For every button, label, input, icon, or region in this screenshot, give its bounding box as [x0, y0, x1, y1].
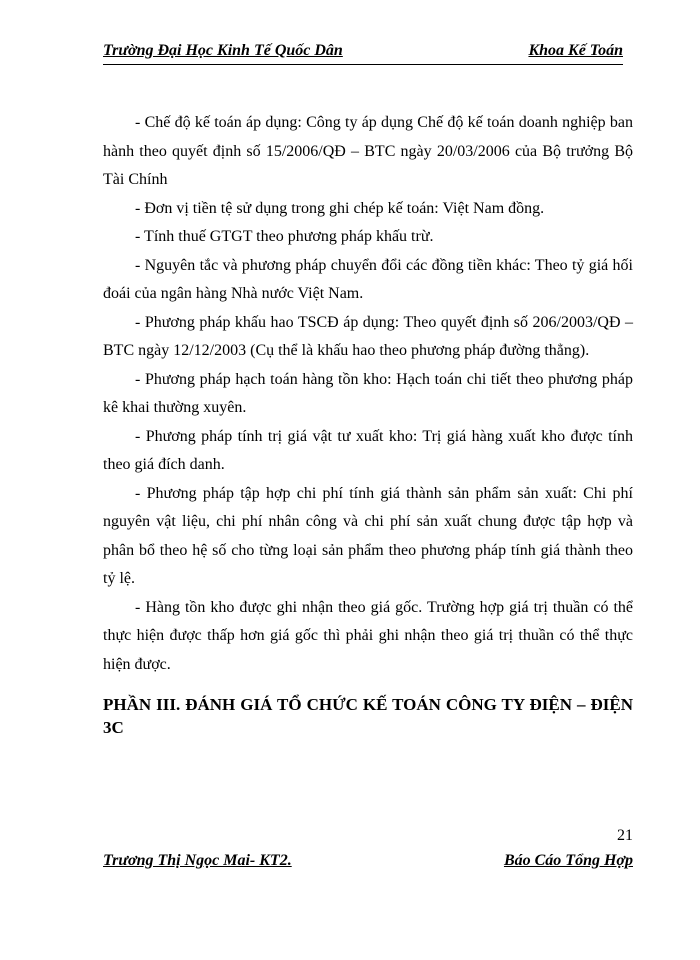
- paragraph-depreciation-method: - Phương pháp khấu hao TSCĐ áp dụng: Theo quyết định số 206/2003/QĐ – BTC ngày 12/12/2003 (Cụ thể là khấu hao theo phương pháp đường thẳng).: [103, 313, 633, 359]
- paragraph-currency-conversion: - Nguyên tắc và phương pháp chuyển đổi các đồng tiền khác: Theo tỷ giá hối đoái của ngân hàng Nhà nước Việt Nam.: [103, 256, 633, 302]
- page-footer: [103, 852, 633, 874]
- paragraph-material-valuation: - Phương pháp tính trị giá vật tư xuất kho: Trị giá hàng xuất kho được tính theo giá đích danh.: [103, 427, 633, 473]
- paragraph-inventory-recognition: - Hàng tồn kho được ghi nhận theo giá gốc. Trường hợp giá trị thuần có thể thực hiện được thấp hơn giá gốc thì phải ghi nhận theo giá trị thuần có thể thực hiện được.: [103, 598, 633, 673]
- header-university: Trường Đại Học Kinh Tế Quốc Dân: [103, 42, 343, 59]
- paragraph-cost-aggregation: - Phương pháp tập hợp chi phí tính giá thành sản phẩm sản xuất: Chi phí nguyên vật liệu, chi phí nhân công và chi phí sản xuất chung được tập hợp và phân bổ theo hệ số cho từng loại sản phẩm theo phương pháp tính giá thành theo tỷ lệ.: [103, 484, 633, 587]
- footer-author: Trương Thị Ngọc Mai- KT2.: [103, 852, 292, 869]
- paragraph-vat-method: - Tính thuế GTGT theo phương pháp khấu trừ.: [135, 228, 434, 245]
- paragraph-inventory-accounting: - Phương pháp hạch toán hàng tồn kho: Hạch toán chi tiết theo phương pháp kê khai thường xuyên.: [103, 370, 633, 416]
- page-header: [103, 38, 623, 65]
- footer-report-type: Báo Cáo Tổng Hợp: [503, 852, 633, 869]
- page-number: 21: [617, 827, 633, 844]
- header-faculty: Khoa Kế Toán: [528, 42, 623, 59]
- paragraph-accounting-regime: - Chế độ kế toán áp dụng: Công ty áp dụng Chế độ kế toán doanh nghiệp ban hành theo quyết định số 15/2006/QĐ – BTC ngày 20/03/2006 của Bộ trưởng Bộ Tài Chính: [103, 114, 633, 188]
- document-body: [103, 109, 633, 679]
- paragraph-currency-unit: - Đơn vị tiền tệ sử dụng trong ghi chép kế toán: Việt Nam đồng.: [135, 199, 545, 217]
- section-heading: PHẦN III. ĐÁNH GIÁ TỔ CHỨC KẾ TOÁN CÔNG TY ĐIỆN – ĐIỆN 3C: [103, 695, 633, 737]
